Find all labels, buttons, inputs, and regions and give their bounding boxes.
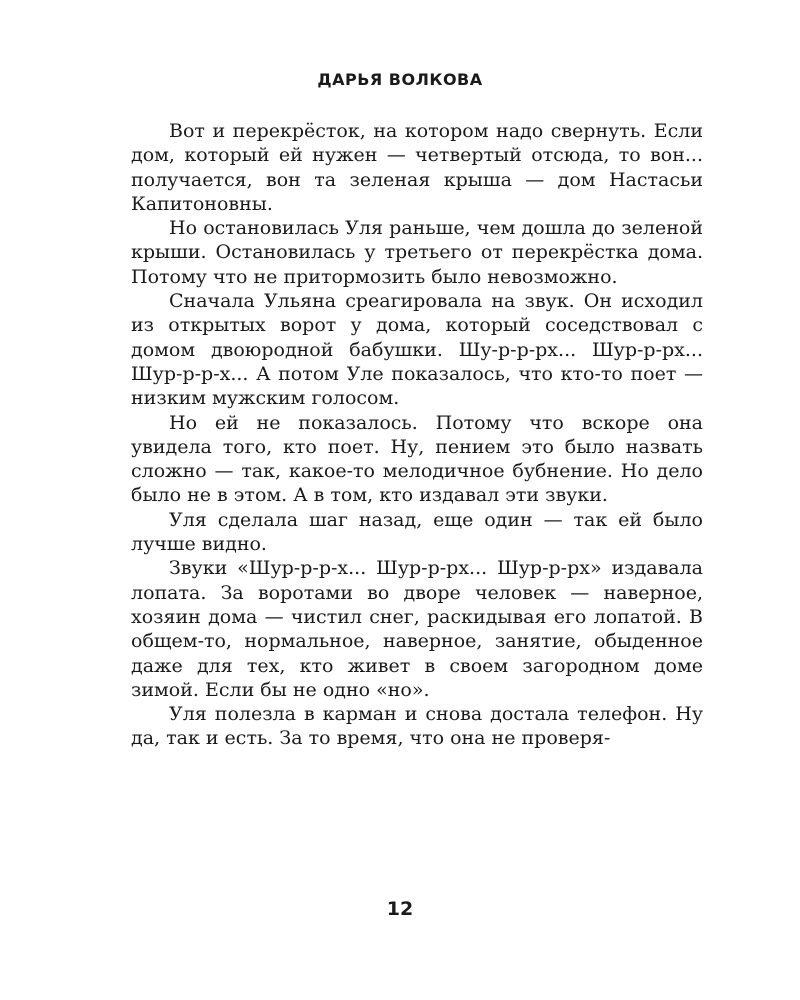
page-number: 12 <box>386 898 414 920</box>
paragraph: Сначала Ульяна среагировала на звук. Он исходил из открытых ворот у дома, который соседствовал с домом двоюродной бабушки. Шу-р-р-рх... Шур-р-рх... Шур-р-р-х... А потом Уле показалось, что кто-то поет — низким мужским голосом. <box>131 290 703 410</box>
paragraph: Уля полезла в карман и снова достала телефон. Ну да, так и есть. За то время, что она не проверя- <box>131 703 703 750</box>
paragraph: Но ей не показалось. Потому что вскоре она увидела того, кто поет. Ну, пением это было назвать сложно — так, какое-то мелодичное бубнение. Но дело было не в этом. А в том, кто издавал эти звуки. <box>131 411 703 507</box>
paragraph: Уля сделала шаг назад, еще один — так ей было лучше видно. <box>131 508 703 556</box>
running-head-author: ДАРЬЯ ВОЛКОВА <box>317 70 483 89</box>
paragraph: Звуки «Шур-р-р-х... Шур-р-рх... Шур-р-рх» издавала лопата. За воротами во дворе человек — наверное, хозяин дома — чистил снег, раскидывая его лопатой. В общем-то, нормальное, наверное, занятие, обыденное даже для тех, кто живет в своем загородном доме зимой. Если бы не одно «но». <box>131 557 703 701</box>
body-text <box>131 119 703 751</box>
paragraph: Но остановилась Уля раньше, чем дошла до зеленой крыши. Остановилась у третьего от перекрёстка дома. Потому что не притормозить было невозможно. <box>131 217 703 288</box>
paragraph: Вот и перекрёсток, на котором надо свернуть. Если дом, который ей нужен — четвертый отсюда, то вон... получается, вон та зеленая крыша — дом Настасьи Капитоновны. <box>131 120 703 215</box>
